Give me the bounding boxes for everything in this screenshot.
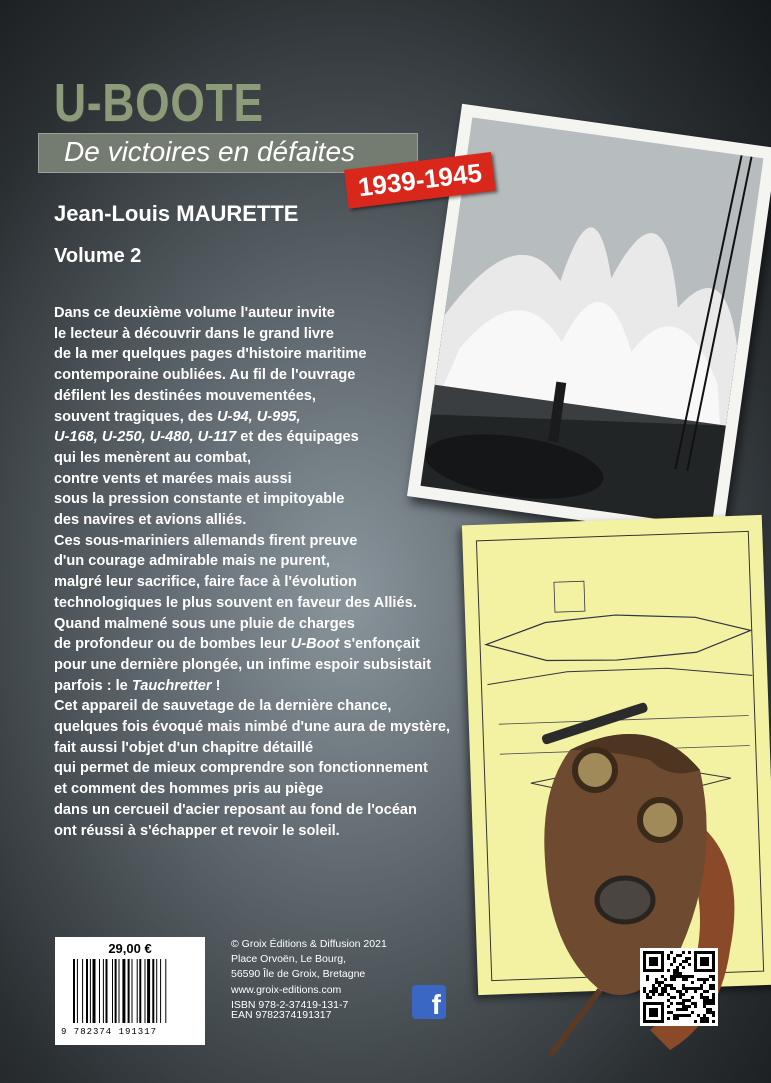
website: www.groix-editions.com — [231, 983, 342, 996]
blurb-line: Cet appareil de sauvetage de la dernière chance, — [54, 698, 392, 715]
book-subtitle: De victoires en défaites — [64, 136, 356, 167]
tauchretter-term: Tauchretter — [131, 677, 212, 694]
blurb-line: sous la pression constante et impitoyable — [54, 491, 345, 508]
blurb-line: Dans ce deuxième volume l'auteur invite — [54, 305, 335, 321]
blurb-line: quelques fois évoqué mais nimbé d'une aura de mystère, — [54, 719, 450, 736]
blurb-line — [54, 676, 524, 697]
blurb-line — [54, 634, 524, 655]
blurb-text: de profondeur ou de bombes leur — [54, 636, 291, 653]
blurb-line: technologiques le plus souvent en faveur des Alliés. — [54, 594, 417, 611]
blurb-text: ! — [211, 677, 221, 694]
blurb-line: défilent les destinées mouvementées, — [54, 387, 316, 404]
years-badge: 1939-1945 — [344, 152, 496, 209]
blurb-line: des navires et avions alliés. — [54, 512, 247, 529]
price: 29,00 € — [108, 941, 152, 956]
barcode-digits: 9 782374 191317 — [61, 1027, 158, 1037]
address-line: 56590 Île de Groix, Bretagne — [231, 968, 366, 981]
submarine-names: U-94, U-995, — [217, 408, 301, 425]
facebook-icon: f — [412, 985, 446, 1019]
blurb-line: contemporaine oubliées. Au fil de l'ouvrage — [54, 367, 356, 384]
blurb-text: parfois : le — [54, 677, 132, 694]
blurb-line: ont réussi à s'échapper et revoir le soleil. — [54, 822, 340, 839]
blurb-text: souvent tragiques, des — [54, 408, 218, 425]
blurb-text: s'enfonçait — [339, 636, 420, 653]
isbn: ISBN 978-2-37419-131-7 — [231, 998, 349, 1011]
ean-code: EAN 9782374191317 — [231, 1009, 332, 1021]
volume-label: Volume 2 — [54, 245, 142, 267]
blurb-line: dans un cercueil d'acier reposant au fond de l'océan — [54, 801, 417, 818]
blurb-line: contre vents et marées mais aussi — [54, 470, 292, 487]
blurb-line — [54, 427, 524, 448]
author-name: Jean-Louis MAURETTE — [54, 201, 299, 226]
blurb-line: qui permet de mieux comprendre son fonctionnement — [54, 760, 428, 777]
address-line: Place Orvoën, Le Bourg, — [231, 953, 346, 966]
back-cover-blurb — [54, 303, 524, 841]
blurb-text: et des équipages — [236, 429, 359, 446]
blurb-line: d'un courage admirable mais ne purent, — [54, 553, 330, 570]
blurb-line: pour une dernière plongée, un infime espoir subsistait — [54, 656, 432, 673]
qr-code-icon — [640, 948, 718, 1026]
book-title: U-BOOTE — [54, 73, 264, 133]
blurb-line: le lecteur à découvrir dans le grand livre — [54, 325, 334, 342]
blurb-line: fait aussi l'objet d'un chapitre détaillé — [54, 739, 314, 756]
blurb-line: Quand malmené sous une pluie de charges — [54, 615, 355, 632]
blurb-line: et comment des hommes pris au piège — [54, 781, 324, 798]
blurb-line: de la mer quelques pages d'histoire maritime — [54, 346, 367, 363]
publisher-info — [231, 937, 387, 1013]
price-barcode-label — [55, 937, 205, 1045]
copyright: © Groix Éditions & Diffusion 2021 — [231, 938, 387, 950]
blurb-line: qui les menèrent au combat, — [54, 449, 252, 466]
submarine-names: U-168, U-250, U-480, U-117 — [54, 429, 237, 446]
blurb-line — [54, 407, 524, 428]
barcode-icon — [71, 959, 191, 1025]
uboot-term: U-Boot — [290, 636, 340, 653]
blurb-line: malgré leur sacrifice, faire face à l'évolution — [54, 574, 357, 591]
blurb-line: Ces sous-mariniers allemands firent preuve — [54, 532, 358, 549]
